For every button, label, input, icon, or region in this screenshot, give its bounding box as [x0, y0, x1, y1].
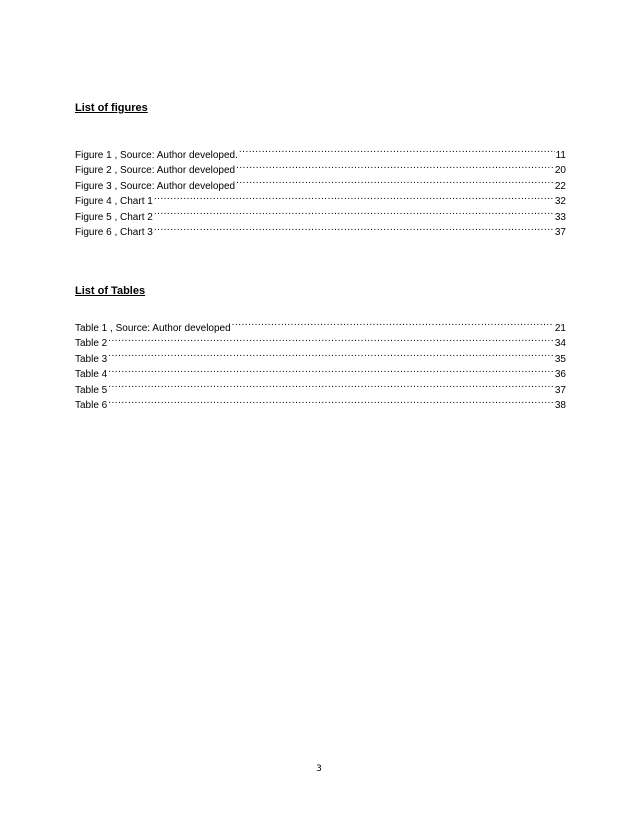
table-entry-2[interactable]	[75, 331, 566, 347]
toc-entry-label: Table 6	[75, 400, 108, 411]
dot-leader	[239, 142, 555, 158]
table-entry-3[interactable]	[75, 346, 566, 365]
toc-entry-page-number: 11	[555, 149, 566, 161]
toc-entry-label: Figure 2 , Source: Author developed	[75, 165, 236, 176]
toc-entry-page-number: 34	[554, 338, 566, 349]
toc-entry-page-number: 37	[554, 227, 566, 238]
dot-leader	[108, 377, 554, 393]
table-entry-4[interactable]	[75, 362, 566, 378]
toc-entry-page-number: 32	[554, 196, 566, 207]
dot-leader	[108, 346, 554, 362]
toc-entry-page-number: 37	[554, 384, 566, 396]
figure-entry-1[interactable]	[75, 142, 566, 161]
dot-leader	[108, 362, 554, 378]
toc-entry-label: Figure 1 , Source: Author developed.	[75, 149, 238, 161]
list-of-tables-heading: List of Tables	[75, 285, 146, 297]
list-of-figures-heading: List of figures	[75, 102, 148, 114]
toc-entry-page-number: 21	[554, 322, 566, 334]
toc-entry-page-number: 36	[554, 369, 566, 380]
toc-entry-page-number: 35	[554, 353, 566, 365]
toc-entry-label: Figure 6 , Chart 3	[75, 227, 153, 238]
toc-entry-label: Table 3	[75, 353, 108, 365]
dot-leader	[108, 393, 554, 409]
table-entry-6[interactable]	[75, 393, 566, 409]
toc-entry-label: Figure 5 , Chart 2	[75, 211, 153, 223]
toc-entry-label: Figure 3 , Source: Author developed	[75, 180, 236, 192]
page-number: 3	[316, 764, 322, 774]
dot-leader	[232, 315, 554, 331]
toc-entry-label: Table 4	[75, 369, 108, 380]
toc-entry-page-number: 33	[554, 211, 566, 223]
list-of-tables	[75, 315, 566, 411]
table-entry-5[interactable]	[75, 377, 566, 396]
dot-leader	[108, 331, 554, 347]
dot-leader	[154, 189, 554, 205]
table-entry-1[interactable]	[75, 315, 566, 334]
toc-entry-page-number: 22	[554, 180, 566, 192]
toc-entry-page-number: 38	[554, 400, 566, 411]
toc-entry-label: Table 1 , Source: Author developed	[75, 322, 231, 334]
toc-entry-label: Table 5	[75, 384, 108, 396]
dot-leader	[236, 158, 554, 174]
dot-leader	[236, 173, 554, 189]
dot-leader	[154, 220, 554, 236]
toc-entry-label: Figure 4 , Chart 1	[75, 196, 153, 207]
toc-entry-page-number: 20	[554, 165, 566, 176]
dot-leader	[154, 204, 554, 220]
toc-entry-label: Table 2	[75, 338, 108, 349]
list-of-figures	[75, 142, 566, 238]
